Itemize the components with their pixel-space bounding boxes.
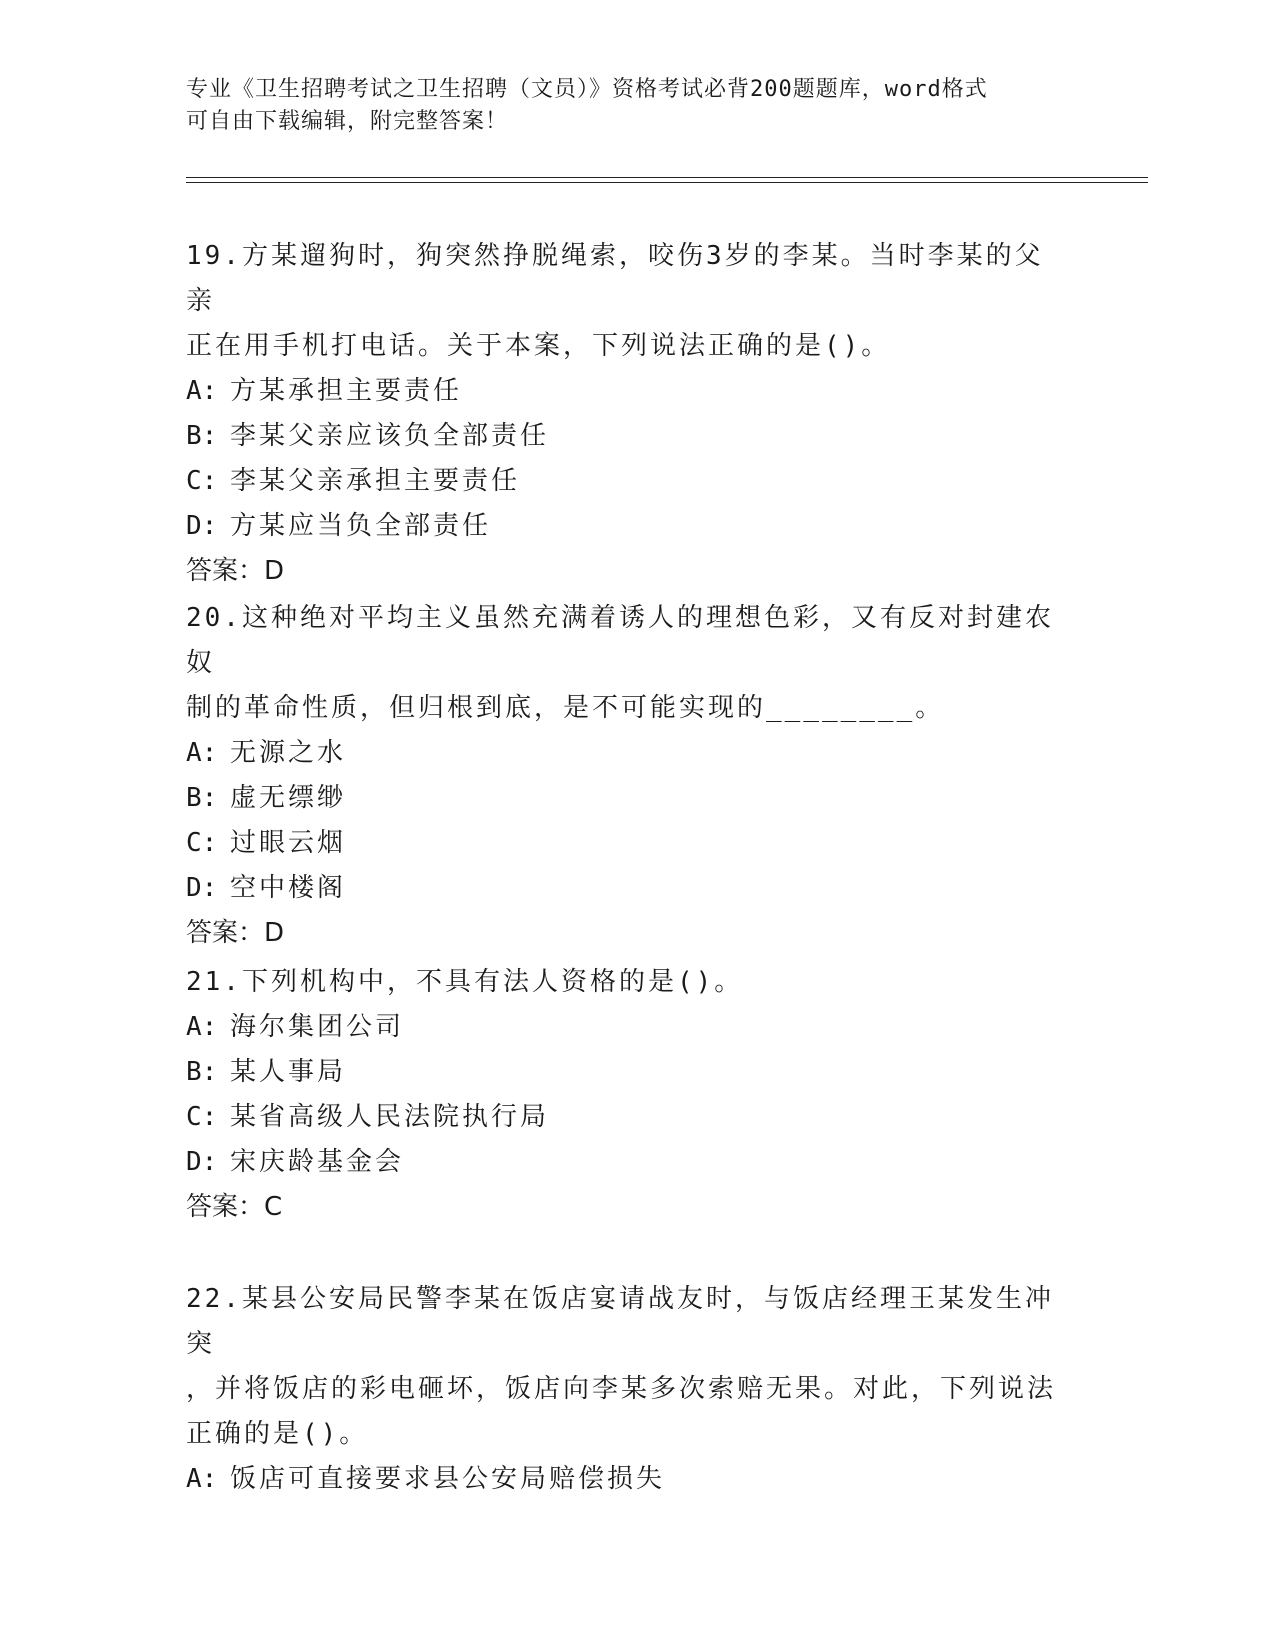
option-text: 宋庆龄基金会 bbox=[230, 1147, 405, 1177]
question-stem-line: 20.这种绝对平均主义虽然充满着诱人的理想色彩，又有反对封建农奴 bbox=[186, 603, 1054, 678]
option-key: B: bbox=[186, 1057, 218, 1087]
option-c bbox=[186, 821, 1066, 866]
header-divider-top bbox=[186, 177, 1148, 178]
question-19 bbox=[186, 234, 1066, 594]
document-header bbox=[186, 74, 1066, 138]
option-text: 虚无缥缈 bbox=[230, 783, 347, 813]
option-key: A: bbox=[186, 376, 218, 406]
question-21 bbox=[186, 960, 1066, 1230]
option-a bbox=[186, 731, 1066, 776]
answer-line: 答案：D bbox=[186, 556, 285, 586]
option-text: 李某父亲应该负全部责任 bbox=[230, 421, 550, 451]
question-stem-line: 21.下列机构中，不具有法人资格的是()。 bbox=[186, 967, 744, 997]
option-key: A: bbox=[186, 738, 218, 768]
header-divider-bottom bbox=[186, 182, 1148, 183]
option-a bbox=[186, 369, 1066, 414]
option-key: A: bbox=[186, 1464, 218, 1494]
option-text: 海尔集团公司 bbox=[230, 1012, 405, 1042]
option-key: C: bbox=[186, 1102, 218, 1132]
header-title-line-1: 专业《卫生招聘考试之卫生招聘（文员）》资格考试必背200题题库，word格式 bbox=[186, 77, 988, 102]
option-text: 李某父亲承担主要责任 bbox=[230, 466, 521, 496]
option-c bbox=[186, 1095, 1066, 1140]
question-stem-line: 正在用手机打电话。关于本案，下列说法正确的是()。 bbox=[186, 331, 891, 361]
option-text: 某人事局 bbox=[230, 1057, 347, 1087]
option-key: A: bbox=[186, 1012, 218, 1042]
option-text: 无源之水 bbox=[230, 738, 347, 768]
header-title-line-2: 可自由下载编辑，附完整答案！ bbox=[186, 109, 509, 134]
option-d bbox=[186, 504, 1066, 549]
question-20 bbox=[186, 596, 1066, 956]
question-stem-line: ，并将饭店的彩电砸坏，饭店向李某多次索赔无果。对此，下列说法 bbox=[186, 1374, 1057, 1404]
option-c bbox=[186, 459, 1066, 504]
option-text: 过眼云烟 bbox=[230, 828, 347, 858]
question-stem-line: 22.某县公安局民警李某在饭店宴请战友时，与饭店经理王某发生冲突 bbox=[186, 1284, 1054, 1359]
option-a bbox=[186, 1457, 1066, 1502]
option-key: C: bbox=[186, 466, 218, 496]
option-d bbox=[186, 1140, 1066, 1185]
option-key: D: bbox=[186, 511, 218, 541]
option-d bbox=[186, 866, 1066, 911]
option-b bbox=[186, 776, 1066, 821]
option-b bbox=[186, 1050, 1066, 1095]
option-key: B: bbox=[186, 421, 218, 451]
option-text: 某省高级人民法院执行局 bbox=[230, 1102, 550, 1132]
option-key: D: bbox=[186, 873, 218, 903]
option-text: 空中楼阁 bbox=[230, 873, 347, 903]
option-text: 饭店可直接要求县公安局赔偿损失 bbox=[230, 1464, 666, 1494]
option-a bbox=[186, 1005, 1066, 1050]
question-stem-line: 正确的是()。 bbox=[186, 1419, 369, 1449]
question-stem-line: 19.方某遛狗时，狗突然挣脱绳索，咬伤3岁的李某。当时李某的父亲 bbox=[186, 241, 1044, 316]
option-key: D: bbox=[186, 1147, 218, 1177]
question-22 bbox=[186, 1277, 1066, 1502]
option-key: C: bbox=[186, 828, 218, 858]
option-text: 方某承担主要责任 bbox=[230, 376, 463, 406]
question-stem-line: 制的革命性质，但归根到底，是不可能实现的________。 bbox=[186, 693, 945, 723]
answer-line: 答案：D bbox=[186, 918, 285, 948]
answer-line: 答案：C bbox=[186, 1192, 283, 1222]
option-key: B: bbox=[186, 783, 218, 813]
option-text: 方某应当负全部责任 bbox=[230, 511, 492, 541]
option-b bbox=[186, 414, 1066, 459]
